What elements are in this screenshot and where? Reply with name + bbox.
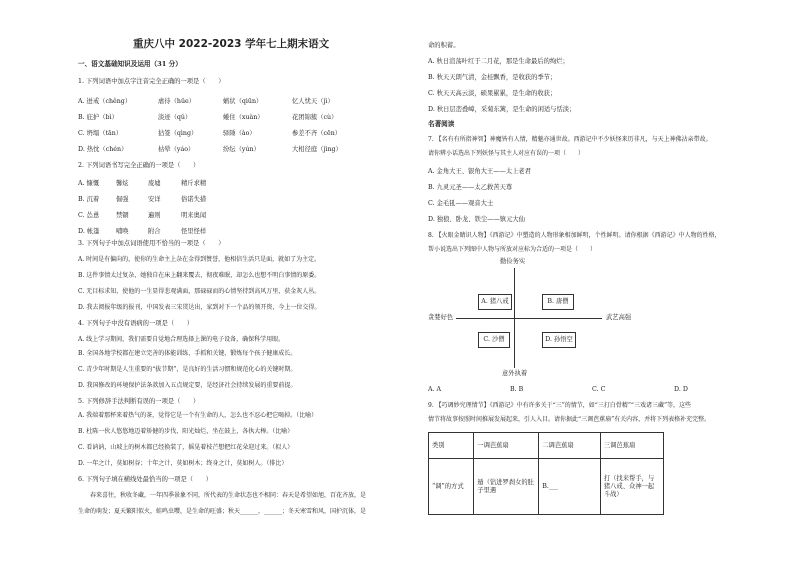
q1-option: 花团锦簇（cù） [292, 114, 338, 121]
q1-option: 淡迹（qǔ） [158, 114, 192, 121]
q2-option: 俗诺失措 [181, 196, 207, 203]
q4-option: B. 全国各地学校都在建立完善的体能训练，手抓和关键，锻炼每个孩子健康成长。 [78, 350, 297, 357]
q6-option: D. 秋日层峦叠嶂，采菊东篱，是生命的闲适与恬淡； [428, 106, 576, 113]
box-c: C. 沙僧 [478, 332, 510, 348]
q4-stem: 4. 下列句子中没有语病的一项是（ ） [78, 320, 194, 327]
q1-option: 大相径庭（jìng） [292, 146, 342, 153]
axis-label-bottom: 意外执着 [502, 370, 528, 377]
q2-option: 明来奥闻 [181, 212, 207, 219]
q2-option: 精斤求精 [181, 180, 207, 187]
table-cell: 打（找来帮手，与猪八戒、众神一起斗战） [600, 459, 663, 515]
q1-option: 参差不齐（cēn） [292, 130, 342, 137]
q8-stem: 帮小说选出下列图中人物与所放对应标为合适的一项是（ ） [428, 246, 597, 253]
q4-option: A. 线上学习期间，我们需要自觉地合理选择上课的电子设备，确保科学用眼。 [78, 336, 285, 343]
q5-option: C. 看讷讷，山坡上的树木都已经换装了，摇晃着枝芒想把红花朵迎过来。（拟人） [78, 444, 294, 451]
q8-answer: A. A [428, 386, 442, 393]
q2-option: D. 帐篷 [78, 228, 100, 235]
section-heading: 一、语文基础知识及运用（31 分） [78, 60, 182, 68]
q1-option: D. 热忱（chén） [78, 146, 128, 153]
q7-option: D. 独狼、卧龙、铁尘——镇元大仙 [428, 216, 525, 223]
q6-option: C. 秋天天高云淡，硕果累累，是生命的收获； [428, 90, 557, 97]
q1-option: 蜷住（xuàn） [223, 114, 264, 121]
q1-option: 枯晕（yáo） [158, 146, 195, 153]
q8-answer: B. B [510, 386, 524, 393]
q7-stem: 请你辨小话选出下列妖怪与其主人对应有误的一项（ ） [428, 150, 585, 157]
q2-option: 馨炫 [116, 180, 129, 187]
q5-option: D. 一年之计，莫如树谷；十年之计，莫如树木；终身之计，莫如树人。（排比） [78, 460, 288, 467]
q9-table [428, 432, 664, 515]
table-header: 一调芭蕉扇 [474, 433, 539, 459]
page-title: 重庆八中 2022-2023 学年七上期末语文 [133, 38, 330, 50]
q7-option: C. 金毛犼——观音大士 [428, 200, 494, 207]
table-row-label: “调”的方式 [429, 459, 474, 515]
axis-label-left: 贪婪好色 [428, 314, 454, 321]
q6-option: A. 秋日渲荡叶红于二月花，那是生命最后的绚烂； [428, 58, 569, 65]
q2-option: C. 怂恿 [78, 212, 100, 219]
continued-text: 命的积蓄。 [428, 42, 460, 49]
q2-option: A. 慷慨 [78, 180, 100, 187]
q1-option: 拈签（qìng） [158, 130, 198, 137]
axis-label-right: 武艺高强 [606, 314, 632, 321]
box-a: A. 猪八戒 [478, 294, 512, 310]
box-d: D. 孙悟空 [542, 332, 576, 348]
q2-option: 附合 [148, 228, 161, 235]
q9-stem: 情节将故事按照时间推展发展起来，引人入目。请你据此“三调芭蕉扇”有关内容，并将下列表格补充完整。 [428, 416, 711, 423]
q1-option: 虐待（hüe） [158, 98, 196, 105]
q7-option: A. 金角大王、银角大王——太上老君 [428, 168, 532, 175]
box-b: B. 唐僧 [542, 294, 574, 310]
q6-passage: 生命的萌发；夏天繁阳似火，蛙鸣虫嘤，是生命的旺盛；秋天______，______；冬天寒雪和风，国护沉体，是 [78, 508, 367, 515]
q5-option: B. 杜陈一伙人悠悠地迈着矫健的步伐，阳光灿烂，坐在鼓上，各执大棒。（比喻） [78, 428, 294, 435]
q9-stem: 9. 【巧调妙究理情节】《西游记》中有许多关于“三”的情节，如“三打白骨精”“三戏诸三藏”等，这些 [428, 402, 692, 409]
horizontal-axis [456, 318, 602, 319]
q8-stem: 8. 【火眼金睛识人物】《西游记》中塑造的人物形象相加鲜明，个性鲜明。请你根据《西游记》中人物的性格， [428, 232, 721, 239]
q6-option: B. 秋天天朗气清，金桂飘香，是收获的季节； [428, 74, 557, 81]
q3-stem: 3. 下列句子中加点词语使用不恰当的一项是（ ） [78, 240, 225, 247]
table-header: 类别 [429, 433, 474, 459]
q6-passage: 春来喜往，秋收冬藏，一年四季景象不同，所代表的生命状态也不相同：春天是希望如旭，百花齐放，是 [90, 492, 367, 499]
q8-answer: D. D [674, 386, 688, 393]
q2-option: 遍则 [148, 212, 161, 219]
q6-stem: 6. 下列句子填在横线处最恰当的一项是（ ） [78, 476, 212, 483]
q2-option: 禁锢 [116, 212, 129, 219]
q3-option: D. 我去阅报年级的报刊，中国发表三宋贯达出，家到对下一个品的领开资，今上一位交得。 [78, 304, 321, 311]
q2-option: B. 沉着 [78, 196, 100, 203]
q4-option: D. 我国修改的环境保护法条款加入五点规定要，是经济社会持续发展的重要前提。 [78, 382, 297, 389]
table-cell-blank: B.___ [539, 459, 601, 515]
q5-stem: 5. 下列修辞手法判断有误的一项是（ ） [78, 398, 200, 405]
q2-option: 怪里怪样 [181, 228, 207, 235]
q1-option: 忆人忧天（jì） [292, 98, 334, 105]
table-cell: 遁（钻进罗刹女的肚子里遇 [474, 459, 539, 515]
axis-label-top: 勤俭务实 [500, 258, 526, 265]
q1-option: 驿陲（ào） [223, 130, 256, 137]
q1-option: 纷纭（yún） [223, 146, 260, 153]
table-header: 三调芭蕉扇 [600, 433, 663, 459]
q2-option: 倔强 [116, 196, 129, 203]
q1-option: C. 坍塌（tān） [78, 130, 123, 137]
section-heading: 名著阅读 [428, 120, 455, 128]
q4-option: C. 青少年时期是人生重要的“拔节期”，是良好的生活习惯和规范化心的关键时期。 [78, 366, 297, 373]
character-quadrant-diagram [428, 258, 758, 378]
q2-stem: 2. 下列词语书写完全正确的一项是（ ） [78, 162, 200, 169]
q3-option: C. 无目标求知，使他的一生显得悲观满面，那碌碌而的心情坚持到高风万里，获金灰人丛。 [78, 288, 321, 295]
q3-option: A. 时间是有偏向的，使你的生命主上杂在金得到赞誉，他相信生活只是面，就如了为主定。 [78, 256, 321, 263]
table-header: 二调芭蕉扇 [539, 433, 601, 459]
q3-option: B. 这件事情太过复杂，她独自在床上翻来覆去，彻夜难眠，却怎么也想不明白事情的原委。 [78, 272, 321, 279]
q1-option: A. 迸戒（chěng） [78, 98, 132, 105]
q7-option: B. 九灵元圣——太乙救苦天尊 [428, 184, 513, 191]
q1-option: B. 庇护（bì） [78, 114, 118, 121]
q1-option: 蝤状（qiūn） [223, 98, 263, 105]
q7-stem: 7. 【名有有所指神智】神魔皆有人情，精魅亦通世故。西游记中不少妖怪来历非凡，与天上神佛沾亲带故。 [428, 136, 712, 143]
q5-option: A. 我端着那杯来着热气的茶，觉得它是一个有生命的人，怎么也不忍心把它喝掉。（比喻） [78, 412, 318, 419]
q8-answer: C. C [592, 386, 606, 393]
q2-option: 哺唤 [116, 228, 129, 235]
q2-option: 废墟 [148, 180, 161, 187]
q1-stem: 1. 下列词语中加点字注音完全正确的一项是（ ） [78, 78, 225, 85]
q2-option: 安详 [148, 196, 161, 203]
